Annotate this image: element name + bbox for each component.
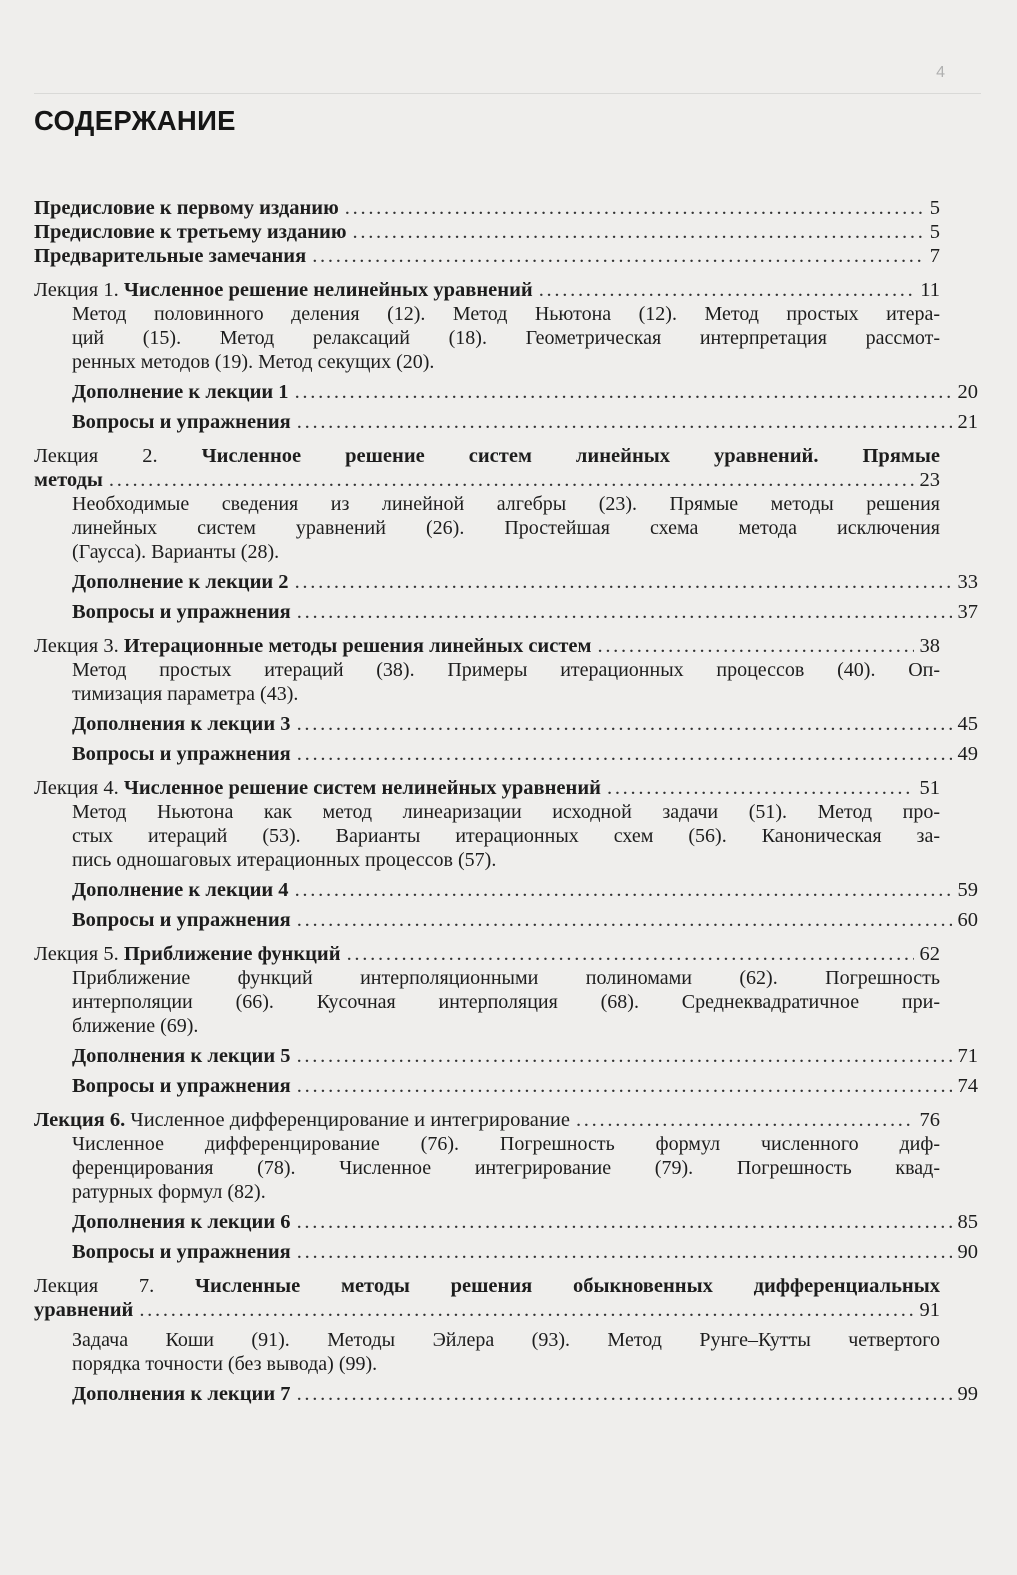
- toc-page-number: 20: [957, 381, 978, 403]
- topic-line: стых итераций (53). Варианты итерационных схем (56). Каноническая за-: [72, 825, 940, 847]
- topic-line: ренных методов (19). Метод секущих (20).: [72, 351, 435, 373]
- toc-entry-questions-4[interactable]: [34, 908, 978, 932]
- dot-leader: [297, 1382, 952, 1406]
- toc-entry-lecture-5[interactable]: [34, 942, 940, 966]
- toc-entry-label: Вопросы и упражнения: [72, 1241, 291, 1263]
- lecture-prefix: Лекция 6.: [34, 1109, 126, 1131]
- topic-line: Численное дифференцирование (76). Погрешность формул численного диф-: [72, 1133, 940, 1155]
- dot-leader: [297, 742, 952, 766]
- topic-line: (Гаусса). Варианты (28).: [72, 541, 280, 563]
- lecture-1-topics: [34, 302, 940, 374]
- dot-leader: [295, 380, 952, 404]
- toc-page-number: 59: [957, 879, 978, 901]
- lecture-3-topics: [34, 658, 940, 706]
- topic-line: Необходимые сведения из линейной алгебры (23). Прямые методы решения: [72, 493, 940, 515]
- lecture-6-topics: [34, 1132, 940, 1204]
- toc-page-number: 99: [957, 1383, 978, 1405]
- lecture-title: Приближение функций: [123, 943, 341, 965]
- toc-page-number: 21: [957, 411, 978, 433]
- toc-page-number: 11: [920, 279, 940, 301]
- toc-entry-supplement-2[interactable]: [34, 570, 978, 594]
- header-rule: [34, 93, 981, 94]
- toc-entry-lecture-2[interactable]: [34, 468, 940, 492]
- toc-page-number: 60: [957, 909, 978, 931]
- toc-entry-questions-2[interactable]: [34, 600, 978, 624]
- dot-leader: [295, 878, 952, 902]
- topic-line: Приближение функций интерполяционными полиномами (62). Погрешность: [72, 967, 940, 989]
- toc-entry-label: Дополнения к лекции 6: [72, 1211, 291, 1233]
- dot-leader: [297, 1210, 952, 1234]
- dot-leader: [597, 634, 913, 658]
- toc-entry-questions-1[interactable]: [34, 410, 978, 434]
- toc-page-number: 90: [957, 1241, 978, 1263]
- table-of-contents: [34, 196, 978, 1406]
- dot-leader: [109, 468, 914, 492]
- dot-leader: [539, 278, 915, 302]
- toc-page-number: 62: [919, 943, 940, 965]
- lecture-prefix: Лекция 5.: [34, 943, 119, 965]
- toc-page-number: 7: [929, 245, 940, 267]
- toc-entry-lecture-1[interactable]: [34, 278, 940, 302]
- toc-entry-supplement-5[interactable]: [34, 1044, 978, 1068]
- lecture-5-topics: [34, 966, 940, 1038]
- toc-entry-lecture-7[interactable]: [34, 1298, 940, 1322]
- lecture-4-topics: [34, 800, 940, 872]
- toc-entry-label: Дополнение к лекции 1: [72, 381, 289, 403]
- toc-page-number: 91: [919, 1299, 940, 1321]
- lecture-prefix: Лекция 2.: [34, 445, 158, 467]
- dot-leader: [297, 1240, 952, 1264]
- toc-page-number: 23: [919, 469, 940, 491]
- dot-leader: [295, 570, 952, 594]
- dot-leader: [139, 1298, 913, 1322]
- toc-page-number: 71: [957, 1045, 978, 1067]
- topic-line: ференцирования (78). Численное интегрирование (79). Погрешность квад-: [72, 1157, 940, 1179]
- toc-entry-preliminary-remarks[interactable]: [34, 244, 940, 268]
- toc-page-number: 38: [919, 635, 940, 657]
- lecture-title: Численное дифференцирование и интегрирование: [130, 1109, 570, 1131]
- toc-entry-label: Вопросы и упражнения: [72, 909, 291, 931]
- toc-page-number: 74: [957, 1075, 978, 1097]
- toc-entry-label: Дополнение к лекции 2: [72, 571, 289, 593]
- lecture-title: Численное решение систем линейных уравнений. Прямые: [201, 445, 940, 467]
- lecture-title: Итерационные методы решения линейных систем: [123, 635, 592, 657]
- lecture-prefix: Лекция 1.: [34, 279, 119, 301]
- lecture-title: Численное решение нелинейных уравнений: [123, 279, 533, 301]
- dot-leader: [345, 196, 924, 220]
- toc-page-number: 51: [919, 777, 940, 799]
- toc-page-number: 85: [957, 1211, 978, 1233]
- dot-leader: [312, 244, 924, 268]
- topic-line: интерполяции (66). Кусочная интерполяция (68). Среднеквадратичное при-: [72, 991, 940, 1013]
- toc-entry-preface-first[interactable]: [34, 196, 940, 220]
- toc-entry-label: Предварительные замечания: [34, 245, 307, 267]
- dot-leader: [297, 410, 952, 434]
- toc-entry-label: Дополнения к лекции 5: [72, 1045, 291, 1067]
- toc-page-number: 5: [929, 197, 940, 219]
- dot-leader: [297, 600, 952, 624]
- toc-page-number: 37: [957, 601, 978, 623]
- dot-leader: [353, 220, 924, 244]
- lecture-title: Численные методы решения обыкновенных дифференциальных: [195, 1275, 940, 1297]
- toc-entry-supplement-1[interactable]: [34, 380, 978, 404]
- toc-page-number: 49: [957, 743, 978, 765]
- lecture-title-continued: методы: [34, 469, 103, 491]
- topic-line: Метод половинного деления (12). Метод Ньютона (12). Метод простых итера-: [72, 303, 940, 325]
- dot-leader: [347, 942, 914, 966]
- toc-entry-lecture-4[interactable]: [34, 776, 940, 800]
- toc-entry-lecture-2-line1[interactable]: [34, 444, 940, 468]
- lecture-prefix: Лекция 3.: [34, 635, 119, 657]
- toc-page-number: 33: [957, 571, 978, 593]
- lecture-7-topics: [34, 1328, 940, 1376]
- topic-line: Метод простых итераций (38). Примеры итерационных процессов (40). Оп-: [72, 659, 940, 681]
- toc-entry-label: Дополнения к лекции 7: [72, 1383, 291, 1405]
- topic-line: Метод Ньютона как метод линеаризации исходной задачи (51). Метод про-: [72, 801, 940, 823]
- toc-entry-questions-6[interactable]: [34, 1240, 978, 1264]
- topic-line: Задача Коши (91). Методы Эйлера (93). Метод Рунге–Кутты четвертого: [72, 1329, 940, 1351]
- topic-line: ближение (69).: [72, 1015, 199, 1037]
- toc-entry-supplement-4[interactable]: [34, 878, 978, 902]
- lecture-2-topics: [34, 492, 940, 564]
- toc-entry-label: Предисловие к третьему изданию: [34, 221, 347, 243]
- toc-entry-supplement-3[interactable]: [34, 712, 978, 736]
- page-corner-mark: 4: [936, 64, 945, 81]
- toc-entry-label: Вопросы и упражнения: [72, 743, 291, 765]
- toc-entry-label: Вопросы и упражнения: [72, 411, 291, 433]
- toc-entry-label: Дополнение к лекции 4: [72, 879, 289, 901]
- lecture-prefix: Лекция 4.: [34, 777, 119, 799]
- toc-entry-label: Дополнения к лекции 3: [72, 713, 291, 735]
- page-title: СОДЕРЖАНИЕ: [34, 105, 236, 136]
- lecture-title: Численное решение систем нелинейных уравнений: [123, 777, 601, 799]
- topic-line: пись одношаговых итерационных процессов (57).: [72, 849, 497, 871]
- toc-entry-supplement-7[interactable]: [34, 1382, 978, 1406]
- toc-entry-supplement-6[interactable]: [34, 1210, 978, 1234]
- toc-page-number: 5: [929, 221, 940, 243]
- toc-entry-preface-third[interactable]: [34, 220, 940, 244]
- topic-line: тимизация параметра (43).: [72, 683, 299, 705]
- toc-entry-lecture-6[interactable]: [34, 1108, 940, 1132]
- toc-entry-label: Вопросы и упражнения: [72, 601, 291, 623]
- topic-line: ратурных формул (82).: [72, 1181, 266, 1203]
- toc-entry-lecture-3[interactable]: [34, 634, 940, 658]
- toc-page-number: 45: [957, 713, 978, 735]
- lecture-title-continued: уравнений: [34, 1299, 134, 1321]
- dot-leader: [297, 1044, 952, 1068]
- toc-page-number: 76: [919, 1109, 940, 1131]
- toc-entry-lecture-7-line1[interactable]: [34, 1274, 940, 1298]
- dot-leader: [297, 1074, 952, 1098]
- dot-leader: [297, 712, 952, 736]
- dot-leader: [576, 1108, 914, 1132]
- topic-line: ций (15). Метод релаксаций (18). Геометрическая интерпретация рассмот-: [72, 327, 940, 349]
- dot-leader: [607, 776, 914, 800]
- topic-line: линейных систем уравнений (26). Простейшая схема метода исключения: [72, 517, 940, 539]
- lecture-prefix: Лекция 7.: [34, 1275, 155, 1297]
- toc-entry-label: Предисловие к первому изданию: [34, 197, 339, 219]
- toc-entry-questions-5[interactable]: [34, 1074, 978, 1098]
- topic-line: порядка точности (без вывода) (99).: [72, 1353, 378, 1375]
- toc-entry-questions-3[interactable]: [34, 742, 978, 766]
- dot-leader: [297, 908, 952, 932]
- toc-entry-label: Вопросы и упражнения: [72, 1075, 291, 1097]
